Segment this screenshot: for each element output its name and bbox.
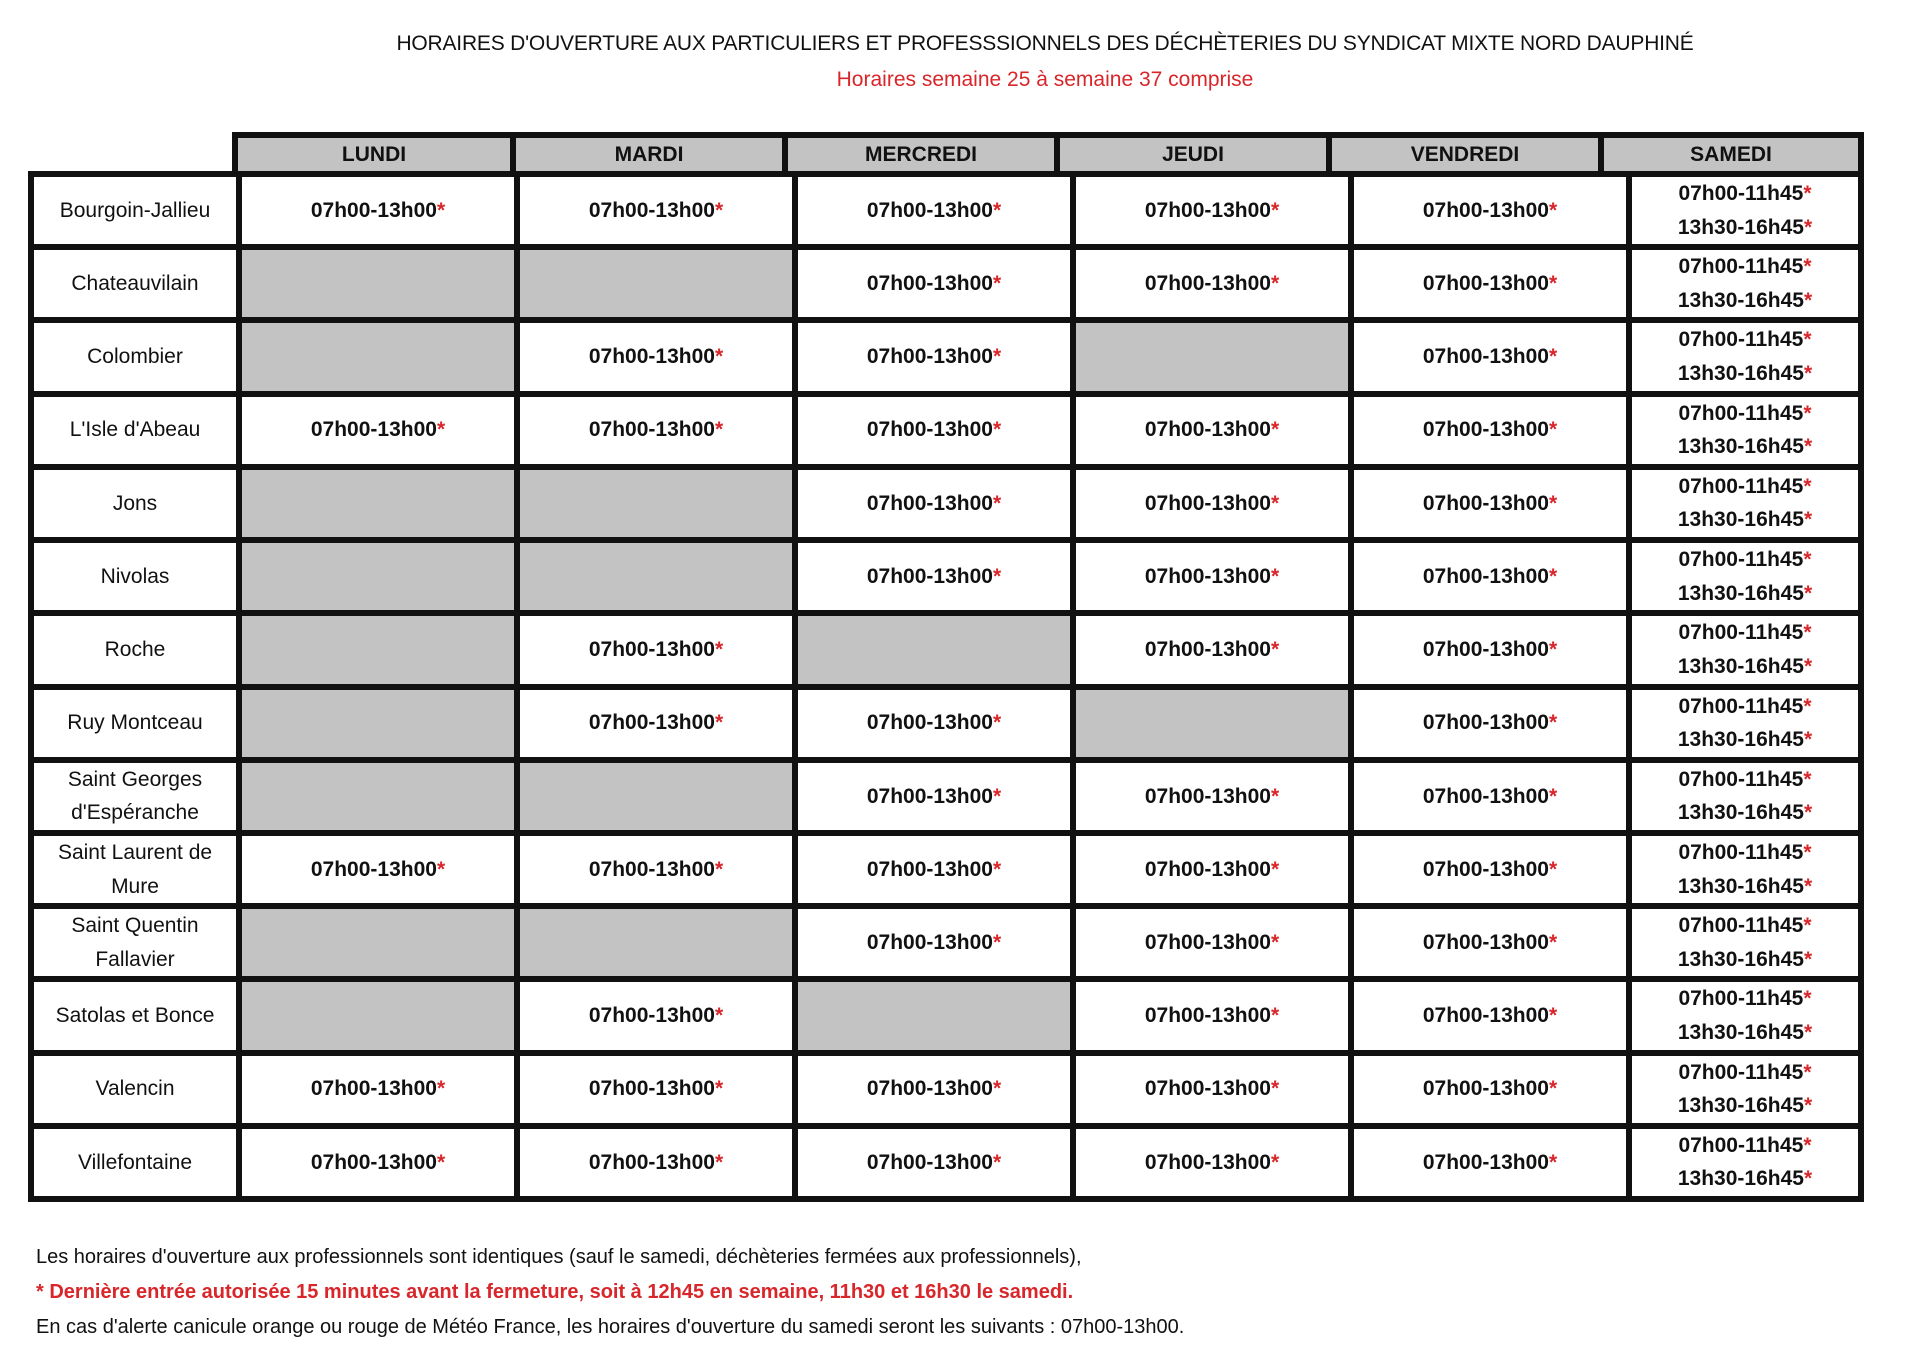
saturday-slot: 13h30-16h45*	[1677, 1167, 1813, 1191]
saturday-slot: 07h00-11h45*	[1678, 694, 1812, 718]
saturday-hours-cell	[1632, 1129, 1858, 1196]
site-name: L'Isle d'Abeau	[34, 397, 236, 464]
hours-cell: 07h00-13h00 *	[1076, 982, 1348, 1049]
saturday-slot: 07h00-11h45*	[1678, 767, 1812, 791]
hours-cell: 07h00-13h00 *	[1354, 982, 1626, 1049]
saturday-slot: 13h30-16h45*	[1677, 1020, 1813, 1044]
saturday-hours-cell	[1632, 543, 1858, 610]
hours-cell: 07h00-13h00 *	[798, 250, 1070, 317]
hours-cell: 07h00-13h00 *	[520, 1129, 792, 1196]
hours-cell: 07h00-13h00 *	[1354, 323, 1626, 390]
saturday-slot: 13h30-16h45*	[1677, 362, 1813, 386]
saturday-slot: 07h00-11h45*	[1678, 840, 1812, 864]
site-name: Valencin	[34, 1056, 236, 1123]
hours-cell: 07h00-13h00 *	[1354, 177, 1626, 244]
hours-cell: 07h00-13h00 *	[798, 690, 1070, 757]
saturday-slot: 07h00-11h45*	[1678, 182, 1812, 205]
hours-cell: 07h00-13h00 *	[1354, 397, 1626, 464]
closed-cell	[242, 323, 514, 390]
hours-cell: 07h00-13h00 *	[1354, 470, 1626, 537]
hours-cell: 07h00-13h00 *	[242, 1129, 514, 1196]
hours-cell: 07h00-13h00 *	[1354, 690, 1626, 757]
saturday-slot: 13h30-16h45*	[1677, 508, 1813, 532]
hours-cell: 07h00-13h00 *	[1076, 836, 1348, 903]
hours-cell: 07h00-13h00 *	[242, 1056, 514, 1123]
hours-cell: 07h00-13h00 *	[1354, 763, 1626, 830]
hours-cell: 07h00-13h00 *	[1076, 909, 1348, 976]
hours-cell: 07h00-13h00 *	[242, 836, 514, 903]
hours-cell: 07h00-13h00 *	[1076, 763, 1348, 830]
closed-cell	[242, 763, 514, 830]
closed-cell	[1076, 323, 1348, 390]
saturday-slot: 07h00-11h45*	[1678, 914, 1812, 938]
hours-cell: 07h00-13h00 *	[798, 397, 1070, 464]
hours-cell: 07h00-13h00 *	[798, 909, 1070, 976]
closed-cell	[242, 616, 514, 683]
saturday-hours-cell	[1632, 470, 1858, 537]
saturday-slot: 13h30-16h45*	[1677, 435, 1813, 459]
schedule-table	[28, 171, 1864, 1202]
day-header-vendredi: VENDREDI	[1326, 138, 1598, 171]
hours-cell: 07h00-13h00 *	[1076, 543, 1348, 610]
site-name: Ruy Montceau	[34, 690, 236, 757]
saturday-hours-cell	[1632, 323, 1858, 390]
day-header-lundi: LUNDI	[238, 138, 510, 171]
closed-cell	[520, 543, 792, 610]
hours-cell: 07h00-13h00 *	[1354, 836, 1626, 903]
hours-cell: 07h00-13h00 *	[1076, 616, 1348, 683]
closed-cell	[798, 616, 1070, 683]
saturday-slot: 07h00-11h45*	[1678, 621, 1812, 645]
hours-cell: 07h00-13h00 *	[1076, 1129, 1348, 1196]
closed-cell	[242, 909, 514, 976]
hours-cell: 07h00-13h00 *	[798, 1129, 1070, 1196]
saturday-slot: 13h30-16h45*	[1677, 947, 1813, 971]
hours-cell: 07h00-13h00 *	[798, 1056, 1070, 1123]
saturday-slot: 07h00-11h45*	[1678, 474, 1812, 498]
hours-cell: 07h00-13h00 *	[520, 616, 792, 683]
closed-cell	[520, 909, 792, 976]
saturday-slot: 13h30-16h45*	[1677, 801, 1813, 825]
saturday-hours-cell	[1632, 690, 1858, 757]
page-title: HORAIRES D'OUVERTURE AUX PARTICULIERS ET PROFESSSIONNELS DES DÉCHÈTERIES DU SYNDICAT MIXTE NORD DAUPHINÉ	[396, 32, 1694, 55]
saturday-slot: 13h30-16h45*	[1677, 215, 1813, 239]
note-heatwave: En cas d'alerte canicule orange ou rouge de Météo France, les horaires d'ouverture du samedi seront les suivants : 07h00-13h00.	[36, 1316, 1185, 1338]
hours-cell: 07h00-13h00 *	[1076, 470, 1348, 537]
saturday-hours-cell	[1632, 250, 1858, 317]
day-header-mercredi: MERCREDI	[782, 138, 1054, 171]
hours-cell: 07h00-13h00 *	[1076, 397, 1348, 464]
site-name: Saint Quentin Fallavier	[34, 909, 236, 976]
saturday-slot: 13h30-16h45*	[1677, 581, 1813, 605]
saturday-slot: 13h30-16h45*	[1677, 728, 1813, 752]
site-name: Saint Georges d'Espéranche	[34, 763, 236, 830]
closed-cell	[242, 690, 514, 757]
hours-cell: 07h00-13h00 *	[1354, 1056, 1626, 1123]
hours-cell: 07h00-13h00 *	[1354, 616, 1626, 683]
hours-cell: 07h00-13h00 *	[520, 397, 792, 464]
closed-cell	[242, 250, 514, 317]
hours-cell: 07h00-13h00 *	[520, 177, 792, 244]
day-header-jeudi: JEUDI	[1054, 138, 1326, 171]
day-header-samedi: SAMEDI	[1598, 138, 1858, 171]
saturday-slot: 07h00-11h45*	[1678, 548, 1812, 572]
hours-cell: 07h00-13h00 *	[798, 763, 1070, 830]
saturday-hours-cell	[1632, 616, 1858, 683]
saturday-hours-cell	[1632, 836, 1858, 903]
hours-cell: 07h00-13h00 *	[242, 397, 514, 464]
saturday-slot: 07h00-11h45*	[1678, 987, 1812, 1011]
saturday-slot: 07h00-11h45*	[1678, 401, 1812, 425]
site-name: Jons	[34, 470, 236, 537]
hours-cell: 07h00-13h00 *	[520, 690, 792, 757]
note-last-entry: * Dernière entrée autorisée 15 minutes avant la fermeture, soit à 12h45 en semaine, 11h30 et 16h30 le samedi.	[36, 1281, 1074, 1303]
saturday-hours-cell	[1632, 982, 1858, 1049]
page-subtitle: Horaires semaine 25 à semaine 37 comprise	[836, 68, 1254, 91]
saturday-slot: 07h00-11h45*	[1678, 255, 1812, 279]
saturday-slot: 07h00-11h45*	[1678, 328, 1812, 352]
saturday-hours-cell	[1632, 397, 1858, 464]
hours-cell: 07h00-13h00 *	[520, 1056, 792, 1123]
hours-cell: 07h00-13h00 *	[1354, 909, 1626, 976]
saturday-slot: 13h30-16h45*	[1677, 1094, 1813, 1118]
closed-cell	[242, 543, 514, 610]
site-name: Nivolas	[34, 543, 236, 610]
closed-cell	[242, 470, 514, 537]
hours-cell: 07h00-13h00 *	[798, 470, 1070, 537]
closed-cell	[1076, 690, 1348, 757]
day-header-mardi: MARDI	[510, 138, 782, 171]
hours-cell: 07h00-13h00 *	[1354, 250, 1626, 317]
hours-cell: 07h00-13h00 *	[1076, 177, 1348, 244]
closed-cell	[520, 250, 792, 317]
saturday-hours-cell	[1632, 763, 1858, 830]
hours-cell: 07h00-13h00 *	[520, 836, 792, 903]
closed-cell	[520, 470, 792, 537]
site-name: Villefontaine	[34, 1129, 236, 1196]
saturday-slot: 13h30-16h45*	[1677, 874, 1813, 898]
closed-cell	[520, 763, 792, 830]
saturday-slot: 13h30-16h45*	[1677, 288, 1813, 312]
hours-cell: 07h00-13h00 *	[520, 323, 792, 390]
hours-cell: 07h00-13h00 *	[798, 323, 1070, 390]
site-name: Bourgoin-Jallieu	[34, 177, 236, 244]
closed-cell	[242, 982, 514, 1049]
saturday-hours-cell	[1632, 177, 1858, 244]
hours-cell: 07h00-13h00 *	[798, 177, 1070, 244]
hours-cell: 07h00-13h00 *	[798, 836, 1070, 903]
hours-cell: 07h00-13h00 *	[242, 177, 514, 244]
saturday-hours-cell	[1632, 1056, 1858, 1123]
note-professionals: Les horaires d'ouverture aux professionnels sont identiques (sauf le samedi, déchèteries fermées aux professionnels),	[36, 1246, 1082, 1268]
site-name: Colombier	[34, 323, 236, 390]
saturday-slot: 13h30-16h45*	[1677, 654, 1813, 678]
saturday-slot: 07h00-11h45*	[1678, 1133, 1812, 1157]
hours-cell: 07h00-13h00 *	[1354, 1129, 1626, 1196]
hours-cell: 07h00-13h00 *	[520, 982, 792, 1049]
hours-cell: 07h00-13h00 *	[1354, 543, 1626, 610]
hours-cell: 07h00-13h00 *	[1076, 1056, 1348, 1123]
hours-cell: 07h00-13h00 *	[1076, 250, 1348, 317]
site-name: Roche	[34, 616, 236, 683]
footnotes	[36, 1240, 1184, 1345]
closed-cell	[798, 982, 1070, 1049]
day-header-row	[232, 132, 1864, 176]
hours-cell: 07h00-13h00 *	[798, 543, 1070, 610]
site-name: Saint Laurent de Mure	[34, 836, 236, 903]
site-name: Satolas et Bonce	[34, 982, 236, 1049]
site-name: Chateauvilain	[34, 250, 236, 317]
saturday-slot: 07h00-11h45*	[1678, 1060, 1812, 1084]
saturday-hours-cell	[1632, 909, 1858, 976]
